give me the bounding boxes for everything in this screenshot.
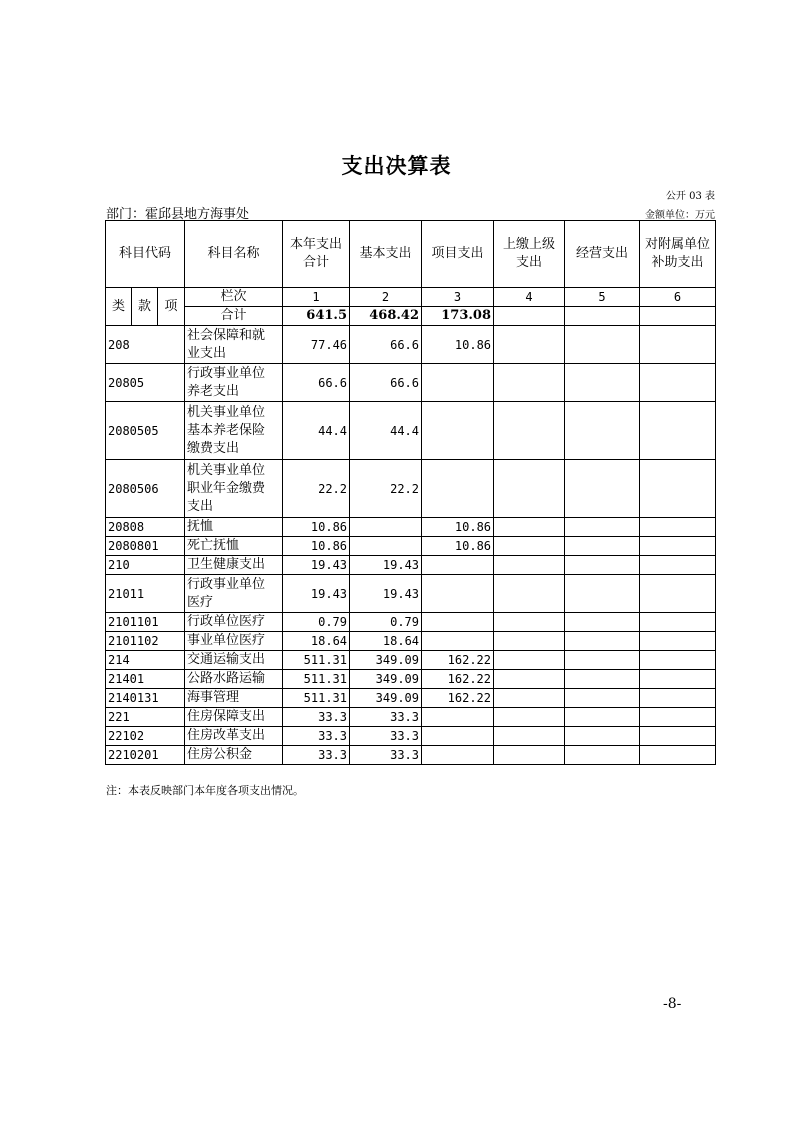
subject-code: 2080506 — [106, 460, 185, 518]
empty-cell — [494, 632, 565, 651]
table-row — [106, 651, 716, 670]
empty-cell — [494, 708, 565, 727]
amount-basic: 349.09 — [350, 689, 422, 708]
amount-basic: 33.3 — [350, 727, 422, 746]
amount-project — [422, 727, 494, 746]
table-note: 注：本表反映部门本年度各项支出情况。 — [106, 784, 304, 797]
empty-cell — [565, 556, 640, 575]
amount-total: 511.31 — [283, 651, 350, 670]
amount-project: 162.22 — [422, 651, 494, 670]
table-row — [106, 326, 716, 364]
subject-code: 2080505 — [106, 402, 185, 460]
subject-code: 21011 — [106, 575, 185, 613]
amount-total: 10.86 — [283, 518, 350, 537]
amount-basic: 349.09 — [350, 651, 422, 670]
amount-unit-label: 金额单位：万元 — [645, 210, 715, 221]
amount-basic: 0.79 — [350, 613, 422, 632]
header-name: 科目名称 — [185, 221, 283, 288]
empty-cell — [565, 727, 640, 746]
column-number: 2 — [350, 288, 422, 307]
empty-cell — [565, 708, 640, 727]
amount-total: 10.86 — [283, 537, 350, 556]
column-number-row — [106, 288, 716, 307]
subject-code: 210 — [106, 556, 185, 575]
amount-total: 33.3 — [283, 708, 350, 727]
amount-project — [422, 575, 494, 613]
header-xiang: 项 — [158, 288, 185, 326]
table-row — [106, 727, 716, 746]
subject-name: 交通运输支出 — [185, 651, 283, 670]
empty-cell — [494, 460, 565, 518]
empty-cell — [494, 326, 565, 364]
empty-cell — [640, 518, 716, 537]
amount-project — [422, 460, 494, 518]
empty-cell — [494, 518, 565, 537]
subject-name: 事业单位医疗 — [185, 632, 283, 651]
subject-name: 公路水路运输 — [185, 670, 283, 689]
amount-basic: 33.3 — [350, 708, 422, 727]
subject-name: 死亡抚恤 — [185, 537, 283, 556]
total-basic: 468.42 — [350, 307, 422, 326]
empty-cell — [640, 689, 716, 708]
subject-code: 2140131 — [106, 689, 185, 708]
amount-project: 10.86 — [422, 537, 494, 556]
empty-cell — [565, 460, 640, 518]
column-number: 6 — [640, 288, 716, 307]
empty-cell — [494, 613, 565, 632]
subject-code: 214 — [106, 651, 185, 670]
subject-name: 机关事业单位 基本养老保险 缴费支出 — [185, 402, 283, 460]
empty-cell — [565, 746, 640, 765]
header-upper: 上缴上级 支出 — [494, 221, 565, 288]
empty-cell — [494, 689, 565, 708]
amount-project — [422, 613, 494, 632]
subject-name: 行政单位医疗 — [185, 613, 283, 632]
table-row — [106, 746, 716, 765]
amount-total: 511.31 — [283, 670, 350, 689]
amount-project — [422, 364, 494, 402]
subject-code: 21401 — [106, 670, 185, 689]
subject-code: 221 — [106, 708, 185, 727]
table-row — [106, 708, 716, 727]
table-row — [106, 518, 716, 537]
empty-cell — [640, 746, 716, 765]
header-project: 项目支出 — [422, 221, 494, 288]
empty-cell — [640, 537, 716, 556]
table-row — [106, 613, 716, 632]
amount-basic: 19.43 — [350, 556, 422, 575]
subject-code: 208 — [106, 326, 185, 364]
table-row — [106, 556, 716, 575]
amount-project — [422, 708, 494, 727]
empty-cell — [494, 402, 565, 460]
amount-basic — [350, 537, 422, 556]
amount-total: 66.6 — [283, 364, 350, 402]
total-project: 173.08 — [422, 307, 494, 326]
subject-name: 住房改革支出 — [185, 727, 283, 746]
empty-cell — [494, 537, 565, 556]
header-row — [106, 221, 716, 288]
table-row — [106, 689, 716, 708]
empty-cell — [640, 613, 716, 632]
empty-cell — [565, 537, 640, 556]
amount-total: 0.79 — [283, 613, 350, 632]
subject-name: 社会保障和就 业支出 — [185, 326, 283, 364]
amount-basic: 18.64 — [350, 632, 422, 651]
amount-total: 44.4 — [283, 402, 350, 460]
empty-cell — [640, 632, 716, 651]
empty-cell — [640, 460, 716, 518]
column-number: 5 — [565, 288, 640, 307]
empty-cell — [565, 326, 640, 364]
empty-cell — [640, 402, 716, 460]
amount-basic — [350, 518, 422, 537]
amount-project — [422, 746, 494, 765]
table-row — [106, 402, 716, 460]
empty-cell — [565, 632, 640, 651]
subject-code: 22102 — [106, 727, 185, 746]
empty-cell — [640, 727, 716, 746]
header-total: 本年支出 合计 — [283, 221, 350, 288]
subject-code: 20805 — [106, 364, 185, 402]
table-row — [106, 575, 716, 613]
empty-cell — [640, 556, 716, 575]
subject-code: 20808 — [106, 518, 185, 537]
column-number: 4 — [494, 288, 565, 307]
amount-project: 10.86 — [422, 518, 494, 537]
subject-name: 海事管理 — [185, 689, 283, 708]
header-subsidy: 对附属单位 补助支出 — [640, 221, 716, 288]
subject-name: 住房公积金 — [185, 746, 283, 765]
empty-cell — [565, 364, 640, 402]
subject-code: 2080801 — [106, 537, 185, 556]
subject-name: 住房保障支出 — [185, 708, 283, 727]
subject-name: 机关事业单位 职业年金缴费 支出 — [185, 460, 283, 518]
table-number: 公开 03 表 — [665, 191, 715, 202]
amount-total: 511.31 — [283, 689, 350, 708]
header-lanci: 栏次 — [185, 288, 283, 307]
empty-cell — [565, 613, 640, 632]
table-row — [106, 537, 716, 556]
total-amount: 641.5 — [283, 307, 350, 326]
empty-cell — [640, 326, 716, 364]
amount-total: 19.43 — [283, 556, 350, 575]
table-row — [106, 670, 716, 689]
amount-basic: 33.3 — [350, 746, 422, 765]
amount-basic: 349.09 — [350, 670, 422, 689]
empty-cell — [565, 575, 640, 613]
empty-cell — [494, 364, 565, 402]
empty-cell — [565, 670, 640, 689]
subject-code: 2101101 — [106, 613, 185, 632]
subject-name: 行政事业单位 养老支出 — [185, 364, 283, 402]
empty-cell — [640, 575, 716, 613]
empty-cell — [494, 575, 565, 613]
empty-cell — [494, 746, 565, 765]
amount-total: 22.2 — [283, 460, 350, 518]
amount-project — [422, 632, 494, 651]
empty-cell — [640, 670, 716, 689]
table-row — [106, 632, 716, 651]
empty-cell — [494, 727, 565, 746]
amount-project — [422, 556, 494, 575]
total-row — [106, 307, 716, 326]
header-kuan: 款 — [132, 288, 158, 326]
amount-total: 18.64 — [283, 632, 350, 651]
empty-cell — [565, 402, 640, 460]
table-row — [106, 460, 716, 518]
amount-total: 33.3 — [283, 727, 350, 746]
header-business: 经营支出 — [565, 221, 640, 288]
page-number: -8- — [663, 996, 682, 1012]
amount-basic: 19.43 — [350, 575, 422, 613]
amount-basic: 44.4 — [350, 402, 422, 460]
page-title: 支出决算表 — [341, 153, 452, 178]
subject-name: 行政事业单位 医疗 — [185, 575, 283, 613]
subject-name: 卫生健康支出 — [185, 556, 283, 575]
empty-cell — [565, 651, 640, 670]
amount-project — [422, 402, 494, 460]
column-number: 3 — [422, 288, 494, 307]
empty-cell — [640, 364, 716, 402]
subject-code: 2210201 — [106, 746, 185, 765]
empty-cell — [640, 651, 716, 670]
department-label: 部门：霍邱县地方海事处 — [106, 207, 250, 222]
amount-project: 162.22 — [422, 689, 494, 708]
amount-basic: 66.6 — [350, 326, 422, 364]
empty-cell — [565, 518, 640, 537]
amount-basic: 66.6 — [350, 364, 422, 402]
header-code: 科目代码 — [106, 221, 185, 288]
empty-cell — [640, 708, 716, 727]
empty-cell — [494, 556, 565, 575]
header-basic: 基本支出 — [350, 221, 422, 288]
amount-project: 162.22 — [422, 670, 494, 689]
header-lei: 类 — [106, 288, 132, 326]
amount-total: 19.43 — [283, 575, 350, 613]
expenditure-table — [105, 220, 716, 765]
empty-cell — [494, 670, 565, 689]
column-number: 1 — [283, 288, 350, 307]
subject-name: 抚恤 — [185, 518, 283, 537]
amount-project: 10.86 — [422, 326, 494, 364]
subject-code: 2101102 — [106, 632, 185, 651]
empty-cell — [565, 689, 640, 708]
amount-total: 77.46 — [283, 326, 350, 364]
amount-total: 33.3 — [283, 746, 350, 765]
table-row — [106, 364, 716, 402]
empty-cell — [494, 651, 565, 670]
amount-basic: 22.2 — [350, 460, 422, 518]
total-label: 合计 — [185, 307, 283, 326]
